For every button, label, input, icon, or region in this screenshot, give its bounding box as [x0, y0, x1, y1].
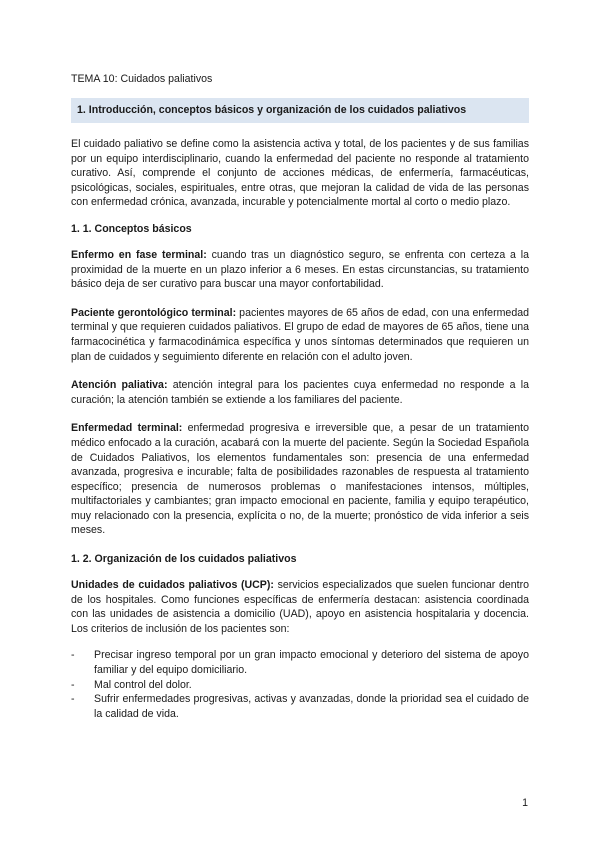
list-item	[71, 678, 529, 693]
definition-term: Paciente gerontológico terminal:	[71, 306, 237, 319]
dash-bullet-icon: -	[71, 649, 75, 662]
definition-text: pacientes mayores de 65 años de edad, con una enfermedad terminal y que requieren cuidados paliativos. El grupo de edad de mayores de 65 años, tiene una farmacocinética y farmacodinámica específica y unos síntomas determinados que requieren un plan de cuidados y seguimiento diferente en relación con el adulto joven.	[71, 306, 529, 363]
ucp-text: servicios especializados que suelen funcionar dentro de los hospitales. Como funciones específicas de enfermería destacan: asistencia coordinada con las unidades de asistencia a domicilio (UAD), apoyo en asistencia hospitalaria y docencia. Los criterios de inclusión de los pacientes son:	[71, 579, 529, 635]
definition-term: Atención paliativa:	[71, 379, 168, 392]
definition-text: cuando tras un diagnóstico seguro, se enfrenta con certeza a la proximidad de la muerte en un plazo inferior a 6 meses. En estas circunstancias, su tratamiento básico deja de ser curativo para buscar una mayor confortabilidad.	[71, 248, 530, 291]
list-item	[71, 692, 529, 721]
subheading-organizacion: 1. 2. Organización de los cuidados paliativos	[71, 553, 297, 566]
document-header: TEMA 10: Cuidados paliativos	[71, 73, 213, 85]
definition-term: Enfermo en fase terminal:	[71, 248, 207, 261]
list-item	[71, 648, 529, 677]
definition-text: atención integral para los pacientes cuya enfermedad no responde a la curación; la atención también se extiende a los familiares del paciente.	[71, 379, 530, 406]
ucp-paragraph	[71, 578, 529, 636]
page-number: 1	[522, 797, 528, 809]
definition-term: Enfermedad terminal:	[71, 422, 183, 435]
list-item-text: Mal control del dolor.	[94, 678, 192, 691]
definition-paragraph	[71, 306, 529, 364]
intro-paragraph: El cuidado paliativo se define como la asistencia activa y total, de los pacientes y de sus familias por un equipo interdisciplinario, cuando la enfermedad del paciente no responde al tratamiento curativo. Así, comprende el conjunto de acciones médicas, de enfermería, farmacéuticas, psicológicas, sociales, espirituales, entre otras, que mejoran la calidad de vida de las personas con enfermedad crónica, avanzada, incurable y potencialmente mortal al corto o medio plazo.	[71, 138, 529, 209]
criteria-list	[71, 648, 529, 721]
definition-paragraph	[71, 378, 529, 407]
list-item-text: Sufrir enfermedades progresivas, activas y avanzadas, donde la prioridad sea el cuidado de la calidad de vida.	[94, 693, 529, 720]
definition-paragraph	[71, 248, 529, 292]
dash-bullet-icon: -	[71, 693, 75, 706]
dash-bullet-icon: -	[71, 678, 75, 691]
section-title: 1. Introducción, conceptos básicos y organización de los cuidados paliativos	[71, 98, 529, 123]
definition-paragraph	[71, 421, 529, 538]
definition-text: enfermedad progresiva e irreversible que, a pesar de un tratamiento médico enfocado a la curación, acabará con la muerte del paciente. Según la Sociedad Española de Cuidados Paliativos, los elementos fundamentales son: presencia de una enfermedad avanzada, progresiva e incurable; falta de posibilidades razonables de respuesta al tratamiento específico; presencia de numerosos problemas o manifestaciones intensos, múltiples, multifactoriales y cambiantes; gran impacto emocional en paciente, familia y equipo terapéutico, muy relacionado con la presencia, explícita o no, de la muerte; pronóstico de vida inferior a seis meses.	[71, 422, 529, 537]
subheading-conceptos: 1. 1. Conceptos básicos	[71, 222, 192, 235]
ucp-term: Unidades de cuidados paliativos (UCP):	[71, 579, 274, 592]
list-item-text: Precisar ingreso temporal por un gran impacto emocional y deterioro del sistema de apoyo familiar y del equipo domiciliario.	[94, 649, 529, 677]
